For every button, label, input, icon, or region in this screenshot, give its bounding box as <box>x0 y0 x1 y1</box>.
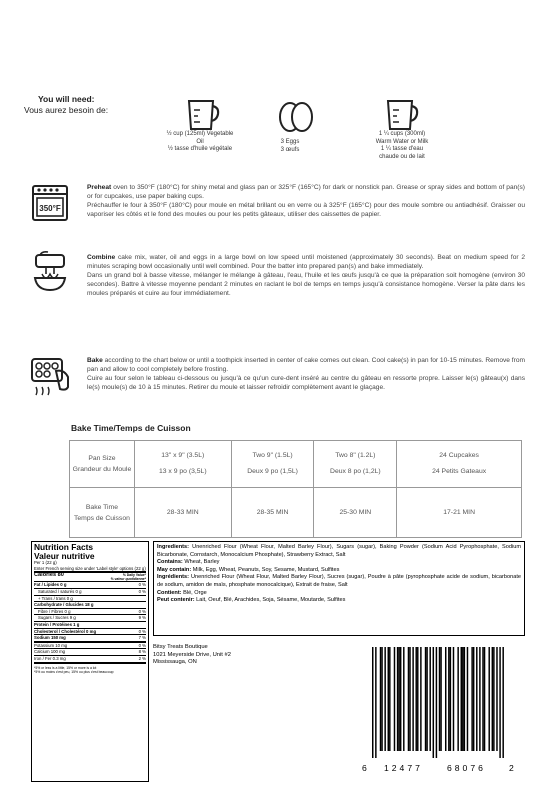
nutrition-row-value: 0 % <box>138 588 146 594</box>
bake-time-cell: 17-21 MIN <box>397 488 522 538</box>
bake-table-title: Bake Time/Temps de Cuisson <box>71 423 191 433</box>
nutrition-row <box>34 628 146 635</box>
ingredient-water <box>352 131 452 161</box>
barcode-bar <box>436 647 437 758</box>
pan-size-en: 13" x 9" (3.5L) <box>161 452 205 459</box>
row-label-size <box>70 441 135 488</box>
nutrition-row-value: 0 % <box>138 608 146 614</box>
ingredients-label: Ingredients: <box>157 544 190 550</box>
barcode-bar <box>471 647 472 751</box>
you-will-need-heading-fr: Vous aurez besoin de: <box>24 105 109 115</box>
nutrition-row <box>34 621 146 628</box>
nutrition-row-label: Sodium 150 mg <box>34 635 66 641</box>
barcode-bar <box>409 647 410 751</box>
nutrition-row <box>34 634 146 641</box>
ingredient-oil-line: Oil <box>196 138 204 145</box>
nutrition-row-label: Calcium 100 mg <box>34 649 66 655</box>
nutrition-row-label: Sugars / Sucres 9 g <box>38 615 76 621</box>
ingredients-text: Unenriched Flour (Wheat Flour, Malted Barley Flour), Sugars (sugar), Baking Powder (Sodium Acid Pyrophosphate, Sodium Bicarbonate, Cornstarch, Monocalcium Phosphate), Strawberry Extract, Salt <box>157 544 521 558</box>
barcode-bar <box>429 647 430 751</box>
nutrition-footnote-en: *5% or less is a little, 15% or more is a lot <box>34 665 97 670</box>
nutrition-row-label: Cholesterol / Cholestérol 0 mg <box>34 628 97 634</box>
barcode-bar <box>457 647 458 751</box>
barcode-bar <box>412 647 413 751</box>
step-preheat-fr: Préchauffer le four à 350°F (180°C) pour moule en métal brillant ou en verre ou à 325°F (165°C) pour des moule sombre ou antiadhésif. Graisser ou vaporiser les côtés et le fond des moules ou pour les petits gâteaux, utiliser des caissettes de papier. <box>87 201 525 218</box>
bake-time-cell: 25-30 MIN <box>314 488 397 538</box>
pan-size-fr: 24 Petits Gateaux <box>432 468 487 475</box>
barcode-bar <box>461 647 462 751</box>
barcode-bar <box>372 647 373 758</box>
nutrition-title-fr: Valeur nutritive <box>34 550 95 561</box>
address-line: Mississauga, ON <box>153 659 197 666</box>
nutrition-row-label: + Trans / trans 0 g <box>38 595 73 601</box>
nutrition-footnote <box>34 662 146 675</box>
pan-size-cell <box>231 441 314 488</box>
barcode-bar <box>400 647 401 751</box>
row-label-size-fr: Grandeur du Moule <box>72 466 132 473</box>
table-row <box>70 488 522 538</box>
barcode-digit-first: 6 <box>362 763 367 773</box>
ingredient-water-line: 1 ¼ tasse d'eau <box>380 146 424 153</box>
barcode-bar <box>403 647 404 751</box>
pan-size-en: Two 8" (1.2L) <box>335 452 376 459</box>
may-contain-fr-text: Lait, Oeuf, Blé, Arachides, Soja, Sésame, Moutarde, Sulfites <box>194 597 346 604</box>
nutrition-row-label: Potassium 10 mg <box>34 642 68 648</box>
step-preheat-lead: Preheat <box>87 184 112 191</box>
barcode-bar <box>425 647 426 751</box>
step-combine-fr: Dans un grand bol à basse vitesse, mélanger le mélange à gâteau, l'eau, l'huile et les œufs jusqu'à ce que la préparation soit homogène (environ 30 secondes). Battre à vitesse moyenne pendant 2 minutes en raclant le bol de temps en temps jusqu'à consistance homogène. Verser la pâte dans les moules préparés et cuire au four immédiatement. <box>87 271 525 297</box>
nutrition-row <box>34 655 146 662</box>
ingredient-water-line: 1 ¼ cups (300ml) <box>378 131 426 137</box>
barcode-bar <box>488 647 489 751</box>
mixer-icon <box>30 250 70 292</box>
nutrition-row-value: 0 % <box>138 582 146 588</box>
barcode-bar <box>417 647 418 751</box>
barcode-digit-last: 2 <box>509 763 514 773</box>
barcode-bar <box>476 647 477 751</box>
barcode-bar <box>479 647 480 751</box>
nutrition-row-label: Carbohydrate / Glucides 18 g <box>34 602 94 608</box>
barcode-bar <box>496 647 497 751</box>
you-will-need-heading: You will need: <box>38 94 95 104</box>
nutrition-row <box>34 608 146 615</box>
ingredients-fr-text: Unenriched Flour (Wheat Flour, Malted Barley Flour), Sucres (sugar), Poudre à pâte (pyrophosphate acide de sodium, bicarbonate de sodium, amidon de maïs, phosphate monocalcique), Extrait de fraise, Salt <box>157 574 521 588</box>
barcode-bar <box>499 647 500 758</box>
nutrition-row-value: 9 % <box>138 615 146 621</box>
ingredients-fr-label: Ingrédients: <box>157 574 190 581</box>
may-contain-text: Milk, Egg, Wheat, Peanuts, Soy, Sesame, Mustard, Sulfites <box>191 566 340 573</box>
nutrition-row-label: Fibre / Fibres 0 g <box>38 608 71 614</box>
address-line: 1021 Meyerside Drive, Unit #2 <box>153 651 231 658</box>
barcode-bar <box>440 647 441 751</box>
barcode-bar <box>420 647 421 751</box>
step-bake-lead: Bake <box>87 357 103 364</box>
barcode-bar <box>473 647 474 751</box>
step-bake-en: according to the chart below or until a toothpick inserted in center of cake comes out clean. Cool cake(s) in pan for 10-15 minutes. Remove from pan and allow to cool completely before frosting. <box>87 357 525 373</box>
nutrition-dv-en: % Daily Value* <box>122 573 146 578</box>
bake-time-cell: 28-33 MIN <box>134 488 231 538</box>
pan-size-cell <box>397 441 522 488</box>
ingredient-oil-line: ½ tasse d'huile végétale <box>167 146 233 153</box>
row-label-time-fr: Temps de Cuisson <box>73 514 130 522</box>
step-preheat <box>87 184 525 220</box>
pan-size-fr: 13 x 9 po (3,5L) <box>158 468 207 475</box>
may-contain-fr-label: Peut contenir: <box>157 597 195 604</box>
nutrition-row-value: 0 % <box>138 642 146 648</box>
ingredient-water-line: Warm Water or Milk <box>375 138 429 145</box>
nutrition-row <box>34 648 146 655</box>
barcode-bar <box>389 647 390 751</box>
row-label-time <box>70 488 135 538</box>
contains-label: Contains: <box>157 559 183 566</box>
nutrition-row <box>34 581 146 588</box>
measuring-cup-icon-2 <box>384 98 420 132</box>
nutrition-row <box>34 641 146 649</box>
barcode-bar <box>448 647 449 751</box>
ingredient-eggs <box>260 139 320 154</box>
barcode-bar <box>467 647 468 751</box>
barcode-bar <box>482 647 483 751</box>
barcode-bar <box>388 647 389 751</box>
pan-size-en: 24 Cupcakes <box>439 452 479 459</box>
nutrition-row-value: 8 % <box>138 649 146 655</box>
eggs-icon <box>276 100 316 134</box>
bake-time-cell: 28-35 MIN <box>231 488 314 538</box>
step-preheat-en: oven to 350°F (180°C) for shiny metal and glass pan or 325°F (165°C) for dark or nonstick pan. Grease or spray sides and bottom of pan(s) or for cupcakes, use paper baking cups. <box>87 184 525 200</box>
may-contain-label: May contain: <box>157 566 192 573</box>
pan-size-fr: Deux 8 po (1,2L) <box>330 468 381 475</box>
step-combine-lead: Combine <box>87 254 116 261</box>
barcode-bar <box>464 647 465 751</box>
row-label-size-en: Pan Size <box>88 455 116 462</box>
pan-size-en: Two 9" (1.5L) <box>252 452 293 459</box>
nutrition-dv-fr: % valeur quotidienne* <box>110 577 146 582</box>
barcode-bar <box>384 647 385 751</box>
nutrition-row-label: Iron / Fer 0.3 mg <box>34 655 66 661</box>
barcode-bar <box>380 647 381 751</box>
barcode-bar <box>439 647 440 751</box>
barcode-bar <box>445 647 446 751</box>
oven-icon <box>30 183 70 223</box>
barcode-bar <box>433 647 434 758</box>
barcode-bar <box>397 647 398 751</box>
nutrition-row <box>34 595 146 602</box>
ingredient-list-box <box>153 541 525 636</box>
step-combine-en: cake mix, water, oil and eggs in a large bowl on low speed until moistened (approximately 30 seconds). Beat on medium speed for 2 minutes scraping bowl occasionally until well combined. Pour the batter into prepared pan(s) and bake immediately. <box>87 254 525 270</box>
barcode-bar <box>408 647 409 751</box>
nutrition-row-label: Fat / Lipides 0 g <box>34 582 67 588</box>
company-address <box>153 644 231 667</box>
row-label-time-en: Bake Time <box>85 503 118 511</box>
step-bake-fr: Cuire au four selon le tableau ci-dessous ou jusqu'à ce qu'un cure-dent inséré au centre du gâteau en ressorte propre. Laisser le(s) gâteau(x) dans le(s) moule(s) de 10 à 15 minutes. Retirer du moule et laisser refroidir complètement avant le glaçage. <box>87 374 525 391</box>
nutrition-calories-row <box>34 571 146 581</box>
ingredient-oil-line: ½ cup (125ml) Vegetable <box>166 131 234 137</box>
ingredient-water-line: chaude ou de lait <box>379 153 425 160</box>
nutrition-facts-panel <box>31 541 149 782</box>
nutrition-row-label: Protein / Protéines 1 g <box>34 621 80 627</box>
barcode-bar <box>398 647 399 751</box>
barcode-bar <box>450 647 451 751</box>
ingredient-eggs-line: 3 Eggs <box>280 139 300 145</box>
table-row <box>70 441 522 488</box>
nutrition-row <box>34 614 146 621</box>
contains-fr-text: Blé, Orge <box>181 589 207 596</box>
barcode-bar <box>415 647 416 751</box>
nutrition-per: Per 1 (22 g) <box>34 560 57 566</box>
pan-size-fr: Deux 9 po (1,5L) <box>247 468 298 475</box>
nutrition-serving-note: Enter French serving size under 'Label style' options (22 g) <box>34 565 146 571</box>
ingredient-eggs-line: 3 œufs <box>280 146 300 153</box>
pan-size-cell <box>134 441 231 488</box>
nutrition-row-label: Saturated / saturés 0 g <box>38 588 82 594</box>
nutrition-row-value: 2 % <box>138 655 146 661</box>
barcode-digits-right: 68076 <box>447 763 486 773</box>
barcode-bar <box>453 647 454 751</box>
nutrition-row-value: 7 % <box>138 635 146 641</box>
nutrition-calories: Calories 80 <box>34 572 64 579</box>
nutrition-title-en: Nutrition Facts <box>34 542 94 552</box>
step-combine <box>87 254 525 299</box>
barcode-bar <box>493 647 494 751</box>
barcode-bar <box>462 647 463 751</box>
measuring-cup-icon <box>185 98 221 132</box>
upc-barcode <box>372 647 504 758</box>
barcode-bar <box>502 647 503 758</box>
ingredient-oil <box>150 131 250 154</box>
step-bake <box>87 357 525 393</box>
barcode-bar <box>394 647 395 751</box>
oven-temp-label: 350°F <box>39 204 61 213</box>
bake-time-table <box>69 440 522 538</box>
nutrition-dv-header <box>111 573 146 581</box>
pan-size-cell <box>314 441 397 488</box>
address-line: Bitsy Treats Boutique <box>153 644 208 650</box>
barcode-bar <box>492 647 493 751</box>
barcode-bar <box>484 647 485 751</box>
barcode-bar <box>381 647 382 751</box>
nutrition-row <box>34 601 146 608</box>
nutrition-row <box>34 588 146 595</box>
cupcake-tray-icon <box>30 355 72 399</box>
nutrition-rows <box>34 581 146 661</box>
barcode-digits-left: 12477 <box>384 763 423 773</box>
nutrition-footnote-fr: *5% ou moins c'est peu, 15% ou plus c'est beaucoup <box>34 669 114 674</box>
contains-text: Wheat, Barley <box>182 559 220 566</box>
barcode-bar <box>375 647 376 758</box>
contains-fr-label: Contient: <box>157 589 182 596</box>
barcode-bar <box>426 647 427 751</box>
nutrition-row-value: 0 % <box>138 628 146 634</box>
